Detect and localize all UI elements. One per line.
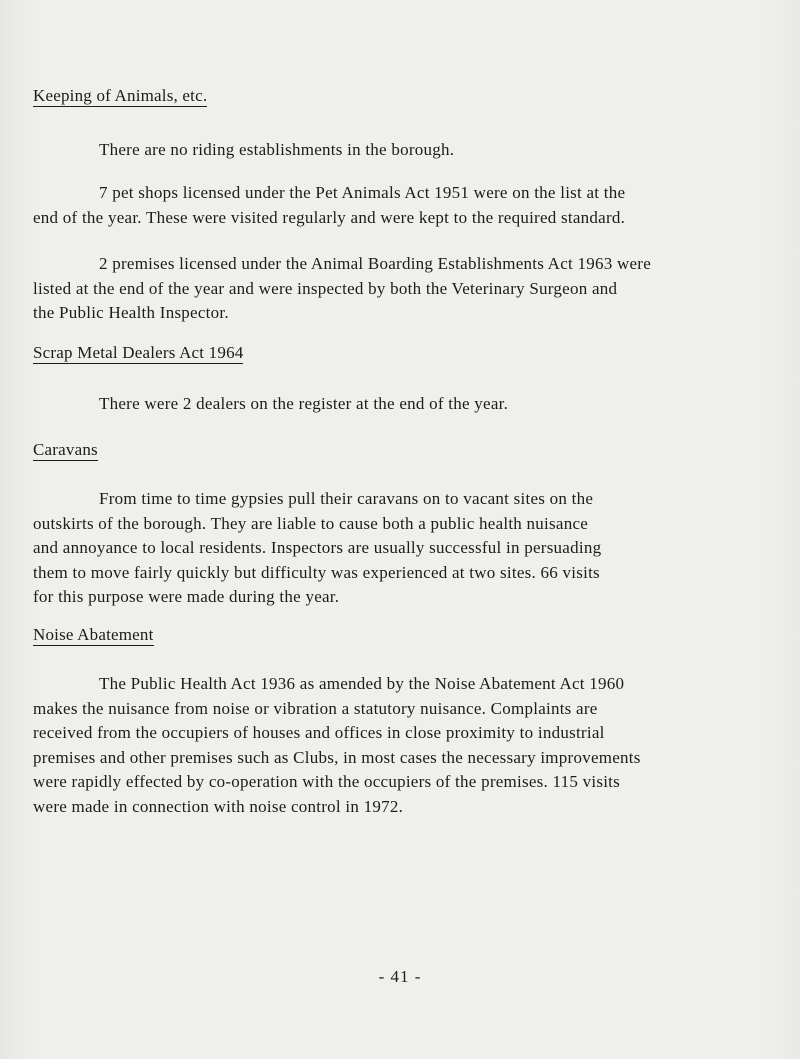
text-line: the Public Health Inspector. [33,303,229,322]
text-line: were rapidly effected by co-operation with the occupiers of the premises. 115 visits [33,772,621,791]
text-line: 7 pet shops licensed under the Pet Animals Act 1951 were on the list at the [99,183,626,202]
text-line: and annoyance to local residents. Inspectors are usually successful in persuading [33,538,602,557]
text-line: listed at the end of the year and were inspected by both the Veterinary Surgeon and [33,278,618,298]
text-line: There were 2 dealers on the register at the end of the year. [99,394,509,413]
section-heading-caravans: Caravans [33,440,98,459]
text-line: outskirts of the borough. They are liable to cause both a public health nuisance [33,513,589,533]
text-line: The Public Health Act 1936 as amended by the Noise Abatement Act 1960 [99,674,625,693]
text-line: for this purpose were made during the year. [33,587,340,606]
paragraph-riding-establishments [33,138,773,163]
page-number: - 41 - [378,967,422,986]
text-line: From time to time gypsies pull their caravans on to vacant sites on the [99,489,594,508]
text-line: There are no riding establishments in the borough. [99,140,455,159]
text-line: 2 premises licensed under the Animal Boarding Establishments Act 1963 were [99,254,651,273]
paragraph-pet-shops [33,181,773,230]
text-line: were made in connection with noise control in 1972. [33,796,404,816]
paragraph-scrap-dealers [33,392,773,417]
text-line: premises and other premises such as Clubs, in most cases the necessary improvements [33,747,641,767]
text-line: received from the occupiers of houses and offices in close proximity to industrial [33,723,605,742]
text-line: them to move fairly quickly but difficulty was experienced at two sites. 66 visits [33,562,600,582]
text-line: makes the nuisance from noise or vibration a statutory nuisance. Complaints are [33,698,598,718]
paragraph-noise-abatement [33,672,773,819]
text-line: end of the year. These were visited regularly and were kept to the required standard. [33,207,626,227]
paragraph-animal-boarding [33,252,773,326]
paragraph-caravans [33,487,773,610]
section-heading-noise-abatement: Noise Abatement [33,625,154,644]
section-heading-scrap-metal-dealers: Scrap Metal Dealers Act 1964 [33,343,244,362]
section-heading-keeping-of-animals: Keeping of Animals, etc. [33,86,208,105]
